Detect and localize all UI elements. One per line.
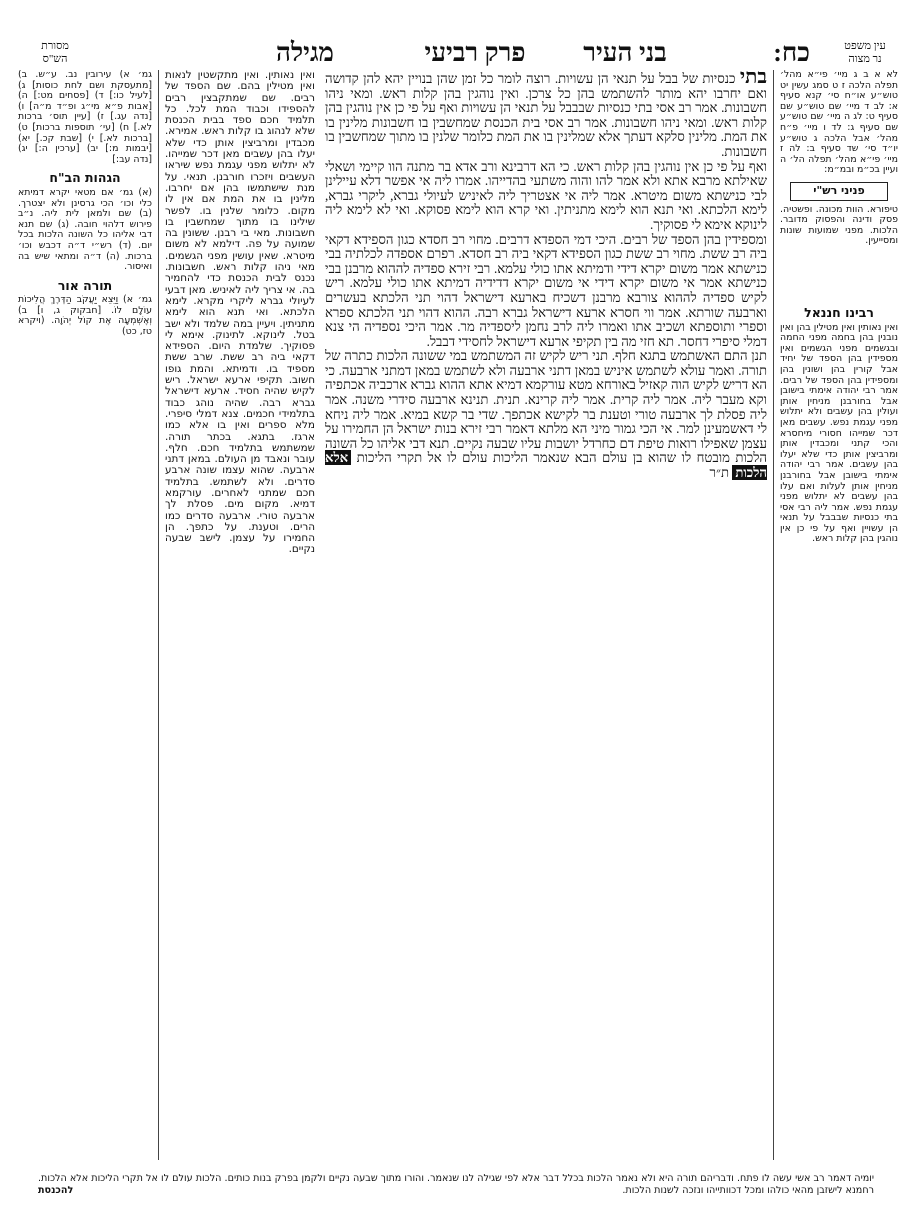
- ein-mishpat-entries: לא א ב ג מיי׳ פי״א מהל׳ תפלה הלכה ז ט סמג עשין יט טוש״ע או״ח סי׳ קנא סעיף א: לב ד מיי׳ שם טוש״ע שם סעיף ט: לג ה מיי׳ שם טוש״ע שם סעיף ג: לד ו מיי׳ פ״ח מהל׳ אבל הלכה ג טוש״ע יו״ד סי׳ שד סעיף ב: לה ז מיי׳ פי״א מהל׳ תפלה הל׳ ה ועיין בכ״מ ובמ״מ:: [780, 70, 898, 176]
- tractate-name: [240, 38, 370, 68]
- gemara-part-5: ת״ר: [709, 465, 730, 481]
- gemara-part-4: תנן התם האשתמש בתגא חלף. תני ריש לקיש זה המשתמש במי ששונה הלכות כתרה של תורה. ואמר עולא לשתמש איניש במאן דתני ארבעה ולא לשתמש במאן דמתני ארבעה. כי הא דריש לקיש הוה קאזיל באורחא מטא עורקמא דמיא אתא ההוא גברא ארכביה אכתפיה וקא מעבר ליה. אמר ליה קרית. אמר ליה קרינא. תנית. תנינא ארבעה סידרי משנה. אמר ליה פסלת לך ארבעה טורי וטענת בר לקישא אכתפך. שדי בר קשא במיא. אמר ליה ניחא לי דאשמעינן למר. אי הכי גמור מיני הא מלתא דאמר רבי זירא בנות ישראל הן החמירו על עצמן שאפילו רואות טיפת דם כחרדל יושבות עליו שבעה נקיים. תנא דבי אליהו כל השונה הלכות מובטח לו שהוא בן עולם הבא שנאמר הליכות עולם לו אל תקרי הליכות: [325, 348, 767, 466]
- page-number-text: כח:: [773, 38, 810, 67]
- torah-or-title: תורה אור: [57, 277, 113, 293]
- rabbenu-chananel-column: [780, 300, 898, 1160]
- torah-or-text: גמ׳ א) וַיֵּצֵא יַעֲקֹב הַדֶּרֶךְ הֲלִיכוֹת עוֹלָם לוֹ. [חבקוק ג, ו] ב) וְאֶשְׁמְעָה אֶת קוֹל יְהֹוָה. (ויקרא טז, כט): [18, 294, 152, 338]
- gemara-part-2: ואף על פי כן אין נוהגין בהן קלות ראש. כי הא דרבינא ורב אדא בר מתנה הוו קיימי ושאלי שאילתא מרבא אתא ולא אמר להו והוה משתעי בהדייהו. אמרו ליה אי אפשר דלא עיילינן לבי כנישתא משום מיטרא. אמר ליה אי אצטריך ליה לאיניש לעיולי גברא, ליקרי גברא, לימא הלכתא. ואי תנא הוא לימא מתניתין. ואי קרא הוא לימא פסוקא. ואי לא לימא ליה לינוקא אימא לי פסוקיך.: [325, 158, 767, 232]
- right-column-rule: [773, 70, 774, 1160]
- rashi-column: [165, 70, 315, 1160]
- masoret-column: [18, 70, 152, 1160]
- footnote-block: [38, 1173, 874, 1197]
- gemara-part-1: כנסיות של בבל על תנאי הן עשויות. רוצה לומר כל זמן שהן בנויין יהא להן קדושה ואם יחרבו יהא מותר להשתמש בהן כל צרכן. ואין נוהגין בהן קלות ראש. ומאי ניהו חשבונות. אמר רב אסי בתי כנסיות שבבבל על תנאי הן עשויות ואף על פי כן אין נוהגין בהן קלות ראש. ומאי ניהו חשבונות. אמר רב אסי בית הכנסת שמחשבין בו חשבונות מלינין בו את המת. מלינין סלקא דעתך אלא שמלינין בו את המת כלומר שלנין בו מתוך שמחשבין בו חשבונות.: [325, 71, 767, 159]
- masoret-text: גמ׳ א) עירובין נב. ע״ש. ב) [מתעסקת ושם לחת כוסות] ג) [לעיל כו:] ד) [פסחים מט:] ה) [אבות פ״א מי״ג ופ״ד מ״ה] ו) [נדה עג.] ז) [עיין תוס׳ ברכות לא.] ח) [עי׳ תוספות ברכות] ט) [ברכות לא.] י) [שבת קכ.] יא) [יבמות מ:] יב) [ערכין ה:] יג) [נדה עב:]: [18, 70, 152, 165]
- ein-mishpat-header: [820, 40, 910, 70]
- chapter-name-text: בני העיר: [583, 38, 667, 67]
- highlighted-phrase: אלא הלכות: [325, 450, 767, 481]
- chapter-number: [395, 38, 555, 68]
- gemara-paragraph-4: [325, 349, 767, 480]
- gemara-opening-word: בתי: [739, 70, 767, 88]
- gemara-paragraph-1: [325, 70, 767, 160]
- ein-mishpat-header-text: עין משפט נר מצוה: [844, 40, 886, 65]
- rashi-insert-text: טיפורא. הוות מכונה. ופשטיה. פסק ודינה והפסוק מדובר. הלכות. מפני שמועות שונות ומסייעין.: [780, 203, 898, 247]
- chapter-name: [555, 38, 695, 68]
- gemara-part-3: ומספידין בהן הספד של רבים. היכי דמי הספדא דרבים. מחוי רב חסדא כגון הספידא דקאי ביה רב ששת. מחוי רב ששת כגון הספידא דקאי ביה רב חסדא. רפרם אספדה לכלתיה בבי כנישתא אמר משום יקרא דידי ודמיתא אתו כולי עלמא. רבי זירא ספדיה לההוא מרבנן בבי כנישתא אמר אי משום יקרא דידי אי משום יקרא דדידיה דמיתא אתו כולי עלמא. ריש לקיש ספדיה לההוא צורבא מרבנן דשכיח בארעא דישראל דהוי תני הלכתא בעשרים וארבעה שורתא. אמר ווי חסרא ארעא דישראל גברא רבה. ההוא דהוי תני הלכתא ספרא וספרי ותוספתא ושכיב אתו ואמרו ליה לרב נחמן ליספדיה מר. אמר היכי נספדיה הי צנא דמלי סיפרי דחסר. תא חזי מה בין תקיפי ארעא דישראל לחסידי דבבל.: [325, 231, 767, 349]
- hagahot-text: (א) גמ׳ אם מטאי יקרא דמיתא כלי וכו׳ הכי גרסינן ולא יצטרך. (ב) שם ולמאן לית ליה. נ״ב פירוש דלהוי חובה. (ג) שם תנא דבי אליהו כל השונה הלכות בכל יום. (ד) רש״י ד״ה דכבש וכו׳ ברכות. (ה) ד״ה ומתאי שיש בה ואיסור.: [18, 186, 152, 273]
- chapter-number-text: פרק רביעי: [424, 38, 526, 67]
- masoret-header: [20, 40, 90, 70]
- rashi-insert-box: פניני רש"י: [790, 182, 888, 201]
- left-column-rule: [158, 70, 159, 1160]
- rabbenu-chananel-title: רבינו חננאל: [804, 305, 874, 320]
- page-number: [700, 38, 810, 68]
- gemara-column: [325, 70, 767, 1162]
- ein-mishpat-column: [780, 70, 898, 290]
- rabbenu-chananel-text: ואין נאותין ואין מטילין בהן ואין נובנין בהן בחמה מפני החמה ובגשמים מפני הגשמים ואין מספידין בהן הספד של יחיד אבל קורין בהן ושונין בהן ומספידין בהן הספד של רבים. אמר רבי יהודה אימתי בישובן אבל בחורבנן מניחין אותן ועולין בהן עשבים ולא יתלוש מפני עגמת נפש. עשבים מאן דכר שמייהו חסורי מיחסרא והכי קתני ומכבדין אותן ומרביצין אותן כדי שלא יעלו בהן עשבים. אמר רבי יהודה אימתי בישובן אבל בחורבנן מניחין אותן לעלות ואם עלו בהן עשבים לא יתלוש מפני עגמת נפש. אמר ליה רבי אסי בתי כנסיות שבבבל על תנאי הן עשויין ואף על פי כן אין נוהגין בהן קלות ראש.: [780, 321, 898, 545]
- masoret-header-text: מסורת הש"ס: [41, 40, 69, 65]
- tractate-name-text: מגילה: [276, 38, 334, 67]
- gemara-paragraph-2: [325, 160, 767, 233]
- gemara-paragraph-3: [325, 233, 767, 350]
- bottom-catchword: להכנסת: [38, 1185, 74, 1196]
- hagahot-title: הגהות הב"ח: [49, 170, 121, 186]
- footnote-text: יומיה דאמר רב אשי עשה לו פתח. ודבריהם תורה היא ולא נאמר הלכות בכלל דבר אלא לפי שגילה לנו שנאמר. והורו מתוך שבעה נקיים ולקמן בפרק בנות כותים. הלכות עולם לו אל תקרי הליכות אלא הלכות. רחמנא לישזבן מהאי כולהו ומכל דכוותייהו ונזכה לשנות הלכות.: [38, 1173, 874, 1196]
- rashi-text: ואין נאותין. ואין מתקשטין לנאות ואין מטילין בהם. שם הספד של רבים. שם שמתקבצין רבים להספידו וכבוד המת לכל. כל תלמיד חכם ספד בבית הכנסת שלא לנהוג בו קלות ראש. אמירא. מכבדין ומרביצין אותן כדי שלא יעלו בהן עשבים מאן דכר שמייהו. לא יתלוש מפני עגמת נפש שיראו העשבים ויזכרו חורבנן. תנאי. על מנת שישתמשו בהן אם יחרבו. מלינין בו את המת אם אין לו מקום. כלומר שלנין בו. לפשר שילינו בו מתוך שמחשבין בו חשבונות. מאי בי רבנן. ששונין בה שמועה על פה. דילמא לא משום מיטרא. שאין עושין מפני הגשמים. מאי ניהו קלות ראש. חשבונות. נכנס לבית הכנסת כדי להחמיר בה. אי צריך ליה לאיניש. מאן דבעי לעיולי גברא ליקרי מקרא. לימא הלכתא. ואי תנא הוא לימא מתניתין. ויעיין במה שלמד ולא ישב בטל. לינוקא. לתינוק. אימא לי פסוקיך. שלמדת היום. הספידא דקאי ביה רב ששת. שרב ששת מספיד בו. ודמיתא. והמת גופו חשוב. תקיפי ארעא ישראל. ריש לקיש שהיה חסיד. ארעא דישראל גברא רבה. שהיה נוהג כבוד בתלמידי חכמים. צנא דמלי סיפרי. מלא ספרים ואין בו אלא כמו ארגז. בתגא. בכתר תורה. שמשתמש בתלמיד חכם. חלף. עובר ונאבד מן העולם. במאן דתני ארבעה. שהוא עצמו שונה ארבע סדרים. ולא לשתמש. בתלמיד חכם שמתני לאחרים. עורקמא דמיא. מקום מים. פסלת לך ארבעה טורי. ארבעה סדרים כמו הרים. וטענת. על כתפך. הן החמירו על עצמן. לישב שבעה נקיים.: [165, 70, 315, 556]
